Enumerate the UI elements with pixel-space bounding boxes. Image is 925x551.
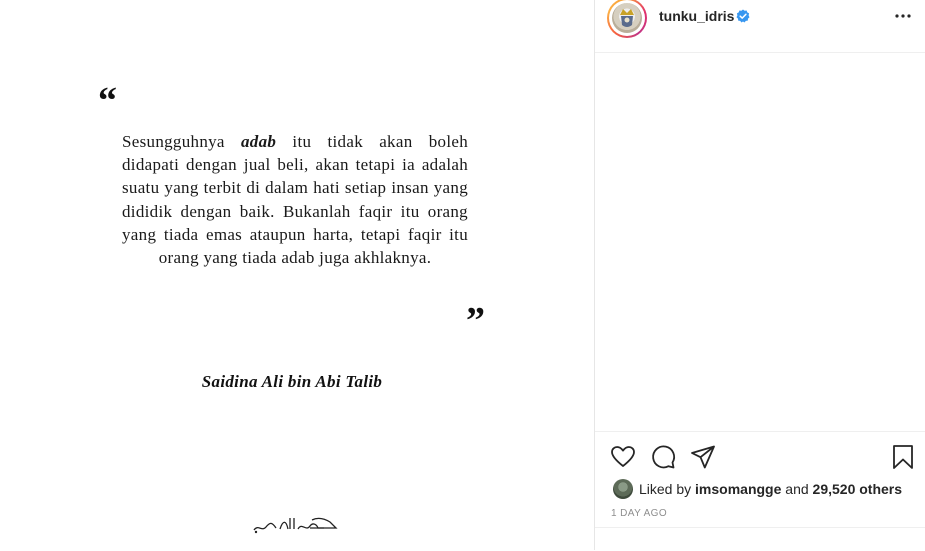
post-actions [595,431,925,480]
more-horizontal-icon[interactable] [893,7,915,25]
comment-bar [595,527,925,551]
quote-attribution [0,372,594,392]
quote-text-end: itu tidak akan boleh didapati dengan jual beli, akan tetapi ia adalah suatu yang terbit di dalam hati setiap insan yang dididik dengan baik. Bukanlah faqir itu orang yang tiada emas ataupun harta, tetapi faqir itu orang yang tiada adab juga akhlaknya. [122,132,469,268]
arabic-calligraphy-signature [250,512,342,536]
close-quote-mark: ” [466,300,485,342]
post-header [595,0,925,53]
likes-others-link[interactable]: 29,520 others [812,481,903,497]
attribution-text: Saidina Ali bin Abi Talib [201,372,383,391]
post-side-panel [595,0,925,550]
verified-badge-icon [736,9,750,23]
share-icon[interactable] [689,443,717,471]
username-link[interactable]: tunku_idris [659,8,735,24]
avatar-border [609,0,645,36]
heart-icon[interactable] [609,443,637,471]
open-quote-mark: “ [98,80,117,122]
comment-icon[interactable] [649,443,677,471]
quote-text-start: Sesungguhnya [122,132,241,151]
quote-emphasis: adab [241,132,277,151]
bookmark-icon[interactable] [889,443,917,471]
post-timestamp[interactable]: 1 DAY AGO [611,508,668,519]
likes-prefix: Liked by [639,481,696,497]
quote-text [122,130,468,269]
crest-icon [612,3,642,33]
liker-username-link[interactable]: imsomangge [695,481,782,497]
liker-avatar[interactable] [613,479,633,499]
likes-summary [613,478,923,500]
avatar-image [612,3,642,33]
likes-text [639,481,902,497]
avatar[interactable] [607,0,647,38]
likes-middle: and [781,481,813,497]
